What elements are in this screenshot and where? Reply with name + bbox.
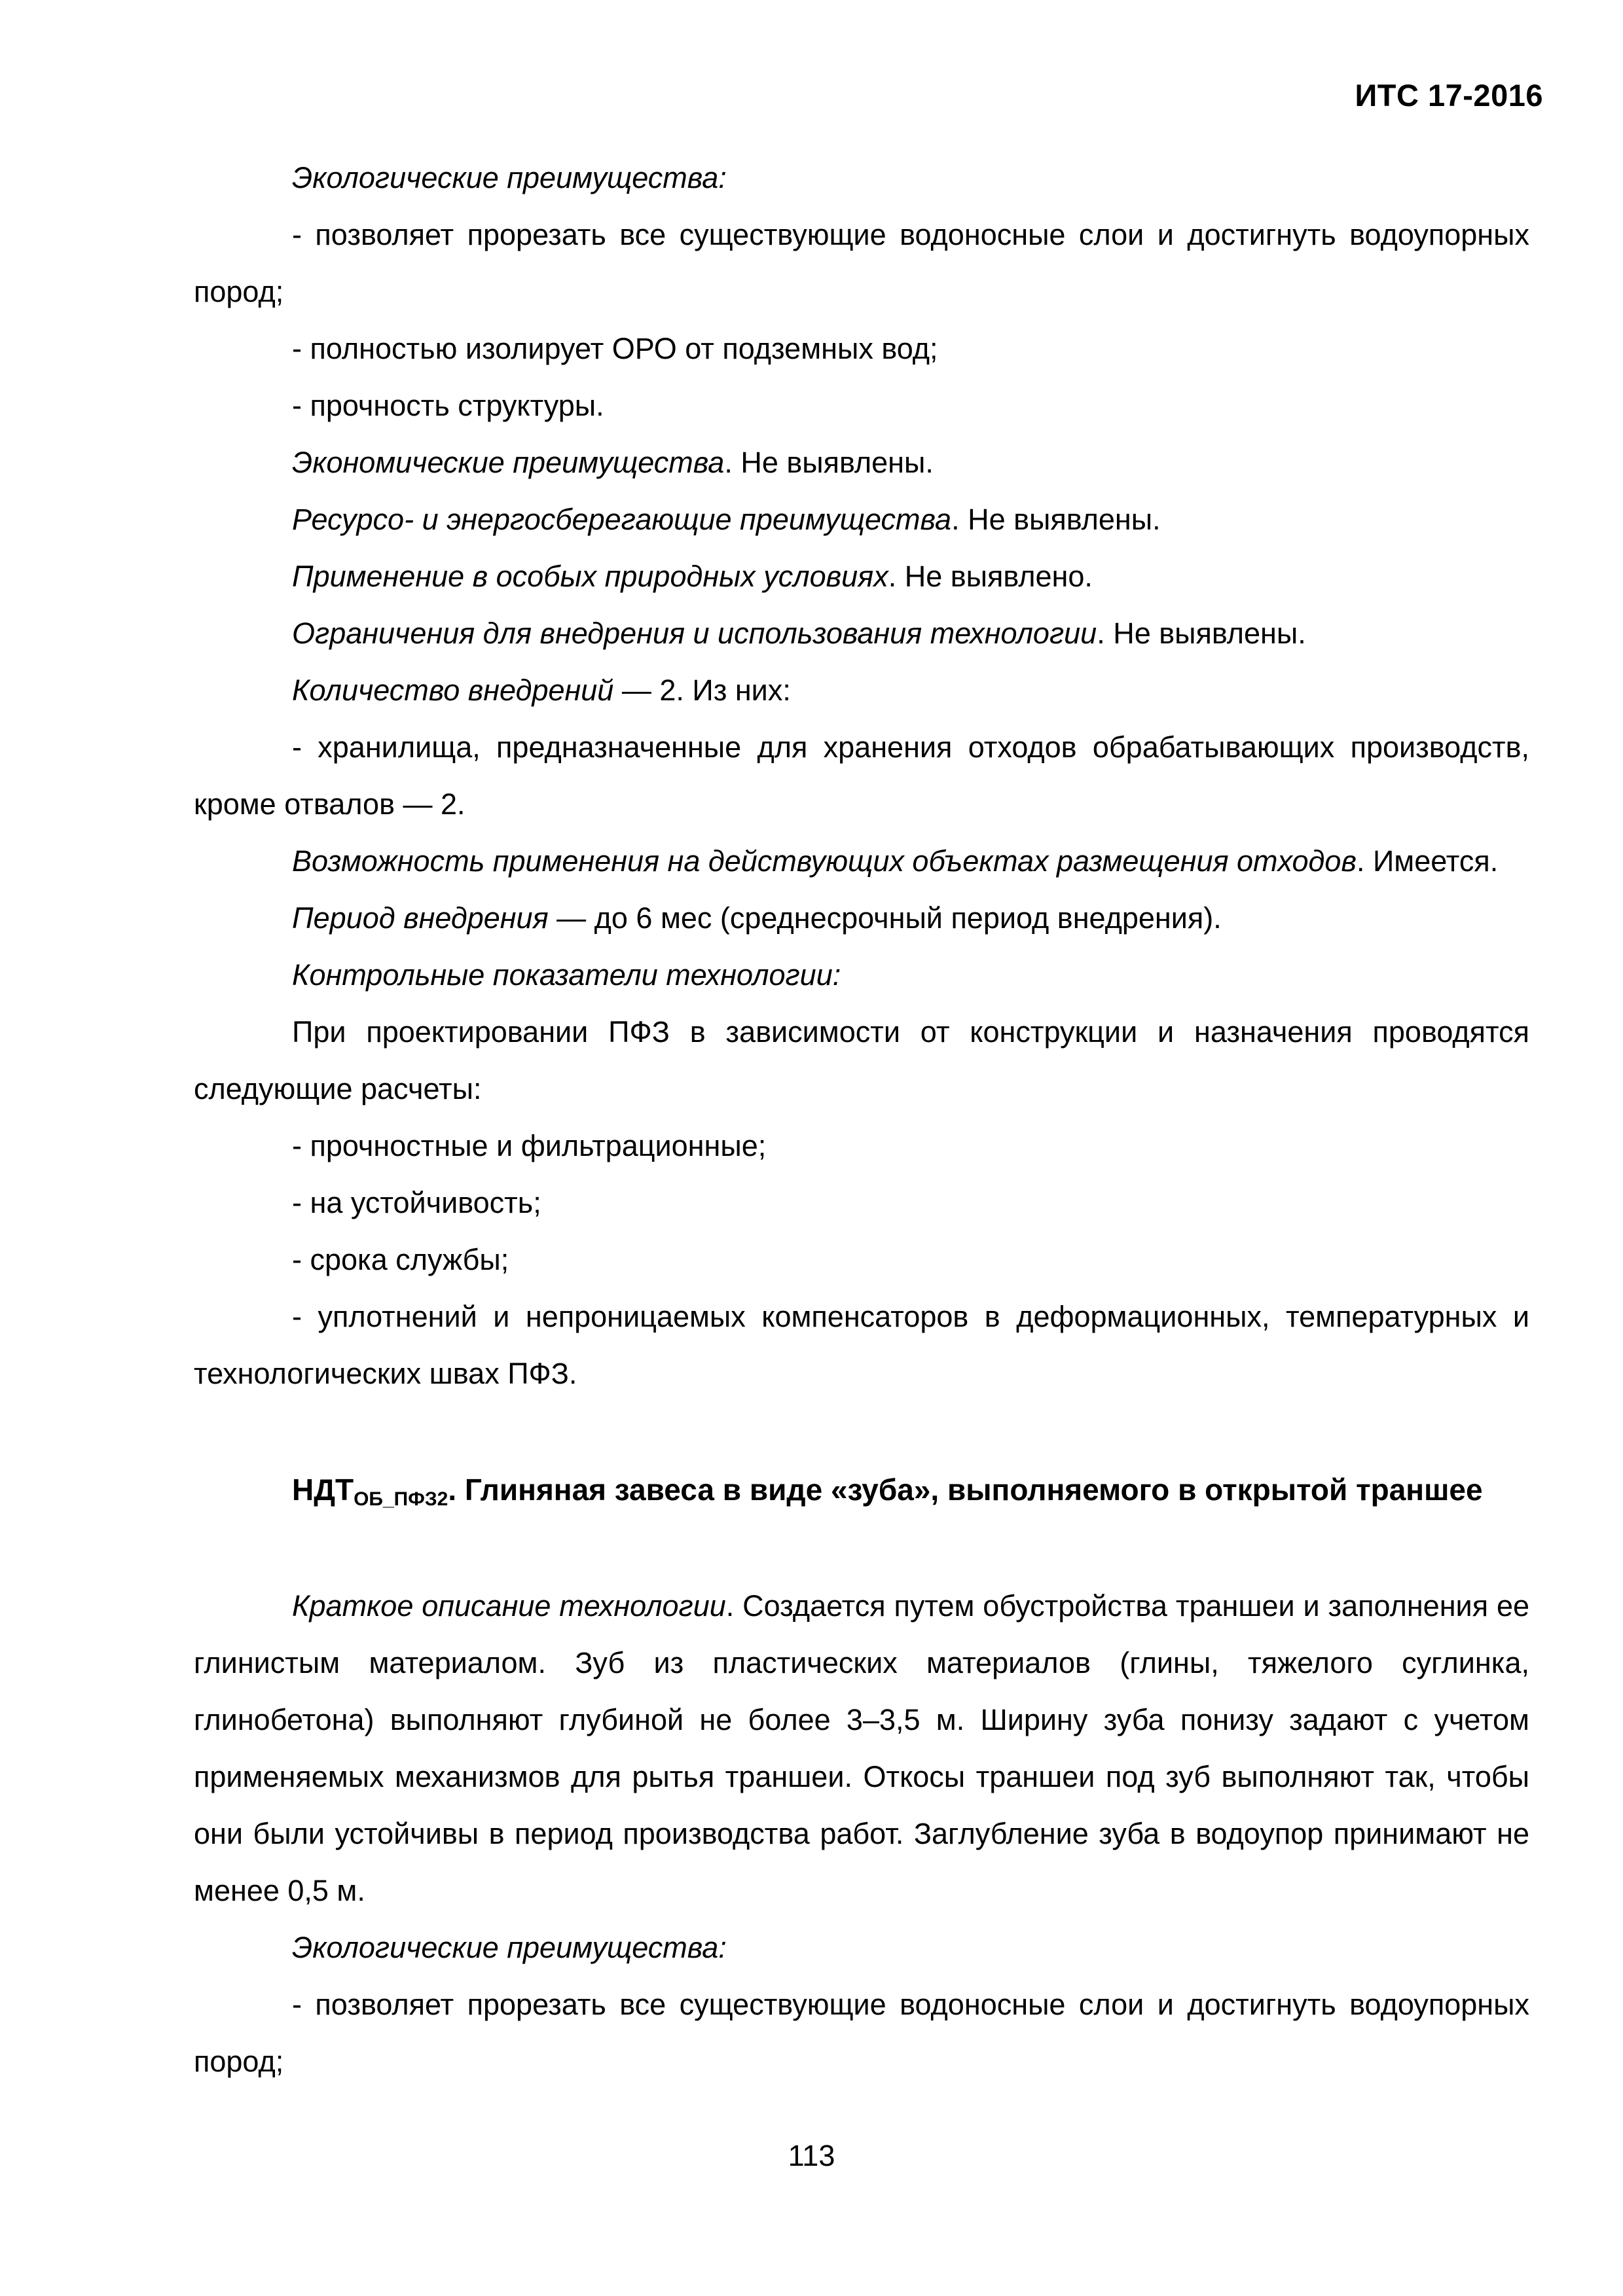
paragraph xyxy=(194,719,1529,833)
paragraph xyxy=(194,605,1529,662)
paragraph-label: Количество внедрений xyxy=(292,673,614,707)
paragraph-label: Ограничения для внедрения и использования технологии xyxy=(292,617,1097,650)
paragraph-label: Экологические преимущества: xyxy=(292,1931,727,1964)
page-content xyxy=(194,149,1529,2090)
section-subscript: ОБ_ПФЗ2 xyxy=(354,1488,448,1510)
paragraph xyxy=(194,1003,1529,1117)
paragraph-text: - уплотнений и непроницаемых компенсаторов в деформационных, температурных и технологических швах ПФЗ. xyxy=(194,1300,1529,1390)
paragraph-text: - хранилища, предназначенные для хранения отходов обрабатывающих производств, кроме отвалов — 2. xyxy=(194,730,1529,821)
section-prefix: НДТ xyxy=(292,1473,354,1507)
paragraph-text: - позволяет прорезать все существующие водоносные слои и достигнуть водоупорных пород; xyxy=(194,1988,1529,2078)
paragraph xyxy=(194,548,1529,605)
paragraph xyxy=(194,206,1529,320)
paragraph xyxy=(194,1919,1529,1976)
paragraph xyxy=(194,434,1529,491)
paragraph-text: - полностью изолирует ОРО от подземных вод; xyxy=(292,332,938,365)
paragraph xyxy=(194,1231,1529,1288)
page-number: 113 xyxy=(788,2139,835,2172)
document-code: ИТС 17-2016 xyxy=(1355,78,1543,113)
paragraph-text: — до 6 мес (среднесрочный период внедрения). xyxy=(548,901,1222,935)
paragraph xyxy=(194,1976,1529,2090)
paragraph-text: - на устойчивость; xyxy=(292,1186,541,1219)
paragraph-text: . Не выявлены. xyxy=(951,503,1161,536)
paragraph-text: — 2. Из них: xyxy=(613,673,791,707)
paragraph-label: Ресурсо- и энергосберегающие преимущества xyxy=(292,503,952,536)
paragraph xyxy=(194,320,1529,377)
paragraph-label: Период внедрения xyxy=(292,901,549,935)
paragraph-label: Экологические преимущества: xyxy=(292,161,727,194)
paragraph xyxy=(194,1174,1529,1231)
paragraph-text: . Не выявлены. xyxy=(724,446,934,479)
paragraph-text: . Создается путем обустройства траншеи и заполнения ее глинистым материалом. Зуб из пластических материалов (глины, тяжелого суглинка, глинобетона) выполняют глубиной не более 3–3,5 м. Ширину зуба понизу задают с учетом применяемых механизмов для рытья траншеи. Откосы траншеи под зуб выполняют так, чтобы они были устойчивы в период производства работ. Заглубление зуба в водоупор принимают не менее 0,5 м. xyxy=(194,1589,1529,1907)
paragraph xyxy=(194,946,1529,1003)
paragraph-label: Экономические преимущества xyxy=(292,446,725,479)
paragraph xyxy=(194,1288,1529,1402)
paragraph xyxy=(194,889,1529,946)
paragraph xyxy=(194,377,1529,434)
paragraph xyxy=(194,662,1529,719)
paragraph-text: - прочностные и фильтрационные; xyxy=(292,1129,767,1162)
paragraph xyxy=(194,833,1529,889)
paragraph xyxy=(194,491,1529,548)
paragraph-text: . Имеется. xyxy=(1356,844,1499,878)
paragraph-text: . Не выявлено. xyxy=(888,560,1093,593)
paragraph-text: - прочность структуры. xyxy=(292,389,604,422)
paragraph xyxy=(194,1117,1529,1174)
section-heading xyxy=(292,1460,1529,1520)
paragraph-label: Применение в особых природных условиях xyxy=(292,560,888,593)
paragraph-text: . Не выявлены. xyxy=(1097,617,1306,650)
paragraph-label: Возможность применения на действующих объектах размещения отходов xyxy=(292,844,1357,878)
paragraph-text: - срока службы; xyxy=(292,1243,509,1276)
paragraph-label: Краткое описание технологии xyxy=(292,1589,726,1623)
paragraph xyxy=(194,149,1529,206)
paragraph-text: При проектировании ПФЗ в зависимости от конструкции и назначения проводятся следующие расчеты: xyxy=(194,1015,1529,1105)
section-title: . Глиняная завеса в виде «зуба», выполняемого в открытой траншее xyxy=(448,1473,1483,1507)
paragraph-text: - позволяет прорезать все существующие водоносные слои и достигнуть водоупорных пород; xyxy=(194,218,1529,308)
paragraph-label: Контрольные показатели технологии: xyxy=(292,958,841,992)
paragraph xyxy=(194,1577,1529,1919)
